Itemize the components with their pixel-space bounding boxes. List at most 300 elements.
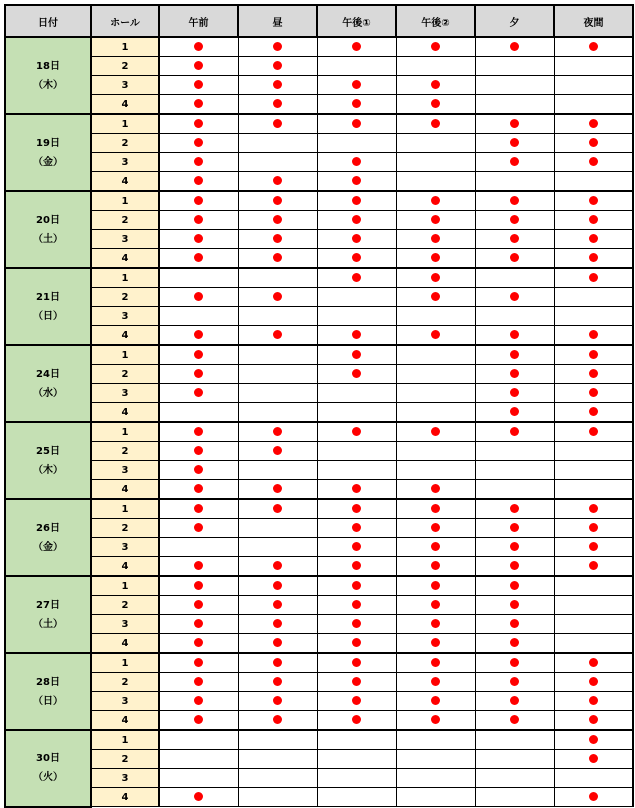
available-dot-icon	[589, 330, 598, 339]
available-dot-icon	[352, 119, 361, 128]
table-row	[5, 499, 633, 519]
slot-cell	[317, 538, 396, 557]
slot-cell	[475, 557, 554, 577]
available-dot-icon	[352, 504, 361, 513]
slot-cell	[238, 499, 317, 519]
available-dot-icon	[194, 677, 203, 686]
available-dot-icon	[194, 600, 203, 609]
slot-cell	[159, 596, 238, 615]
slot-cell	[554, 692, 633, 711]
weekday-label: （火）	[33, 772, 63, 784]
slot-cell	[475, 422, 554, 442]
slot-cell	[238, 673, 317, 692]
slot-cell	[317, 692, 396, 711]
table-row	[5, 288, 633, 307]
hall-number: 3	[91, 307, 159, 326]
available-dot-icon	[194, 388, 203, 397]
date-cell	[5, 37, 91, 114]
slot-cell	[396, 596, 475, 615]
available-dot-icon	[510, 696, 519, 705]
hall-number: 3	[91, 76, 159, 95]
available-dot-icon	[273, 42, 282, 51]
date-label: 26日	[36, 522, 60, 534]
slot-cell	[238, 230, 317, 249]
available-dot-icon	[352, 638, 361, 647]
slot-cell	[159, 480, 238, 500]
available-dot-icon	[589, 677, 598, 686]
slot-cell	[159, 692, 238, 711]
slot-cell	[475, 673, 554, 692]
slot-cell	[554, 211, 633, 230]
date-cell	[5, 268, 91, 345]
hall-number: 1	[91, 499, 159, 519]
slot-cell	[238, 114, 317, 134]
available-dot-icon	[510, 504, 519, 513]
available-dot-icon	[273, 638, 282, 647]
slot-cell	[396, 634, 475, 654]
available-dot-icon	[194, 215, 203, 224]
table-row	[5, 519, 633, 538]
slot-cell	[159, 57, 238, 76]
slot-cell	[475, 538, 554, 557]
available-dot-icon	[273, 253, 282, 262]
available-dot-icon	[510, 292, 519, 301]
slot-cell	[396, 268, 475, 288]
hall-number: 3	[91, 769, 159, 788]
slot-cell	[238, 288, 317, 307]
hall-number: 2	[91, 288, 159, 307]
table-row	[5, 730, 633, 750]
slot-cell	[554, 557, 633, 577]
available-dot-icon	[273, 561, 282, 570]
available-dot-icon	[273, 196, 282, 205]
available-dot-icon	[352, 484, 361, 493]
slot-cell	[317, 153, 396, 172]
slot-cell	[317, 788, 396, 807]
slot-cell	[317, 288, 396, 307]
slot-cell	[396, 653, 475, 673]
slot-cell	[396, 730, 475, 750]
table-row	[5, 249, 633, 269]
available-dot-icon	[431, 292, 440, 301]
available-dot-icon	[589, 523, 598, 532]
slot-cell	[159, 307, 238, 326]
available-dot-icon	[194, 234, 203, 243]
available-dot-icon	[273, 715, 282, 724]
slot-cell	[159, 95, 238, 115]
slot-cell	[317, 345, 396, 365]
slot-cell	[238, 711, 317, 731]
available-dot-icon	[510, 407, 519, 416]
available-dot-icon	[352, 273, 361, 282]
available-dot-icon	[273, 119, 282, 128]
slot-cell	[159, 172, 238, 192]
available-dot-icon	[273, 446, 282, 455]
slot-cell	[396, 480, 475, 500]
hall-number: 2	[91, 134, 159, 153]
slot-cell	[159, 653, 238, 673]
slot-cell	[159, 384, 238, 403]
hall-number: 3	[91, 230, 159, 249]
date-label: 24日	[36, 368, 60, 380]
slot-cell	[159, 37, 238, 57]
available-dot-icon	[352, 42, 361, 51]
slot-cell	[554, 596, 633, 615]
slot-cell	[317, 307, 396, 326]
slot-cell	[159, 114, 238, 134]
slot-cell	[475, 692, 554, 711]
hall-number: 2	[91, 673, 159, 692]
hall-number: 4	[91, 249, 159, 269]
slot-cell	[475, 172, 554, 192]
available-dot-icon	[273, 504, 282, 513]
table-row	[5, 692, 633, 711]
hall-number: 1	[91, 422, 159, 442]
available-dot-icon	[431, 677, 440, 686]
available-dot-icon	[352, 600, 361, 609]
table-row	[5, 557, 633, 577]
slot-cell	[238, 576, 317, 596]
available-dot-icon	[273, 484, 282, 493]
slot-cell	[159, 557, 238, 577]
slot-cell	[554, 788, 633, 807]
available-dot-icon	[194, 715, 203, 724]
slot-cell	[159, 788, 238, 807]
slot-cell	[396, 134, 475, 153]
slot-cell	[554, 499, 633, 519]
slot-cell	[238, 615, 317, 634]
slot-cell	[396, 249, 475, 269]
available-dot-icon	[589, 427, 598, 436]
available-dot-icon	[431, 80, 440, 89]
slot-cell	[317, 134, 396, 153]
available-dot-icon	[510, 638, 519, 647]
table-row	[5, 403, 633, 423]
available-dot-icon	[194, 504, 203, 513]
available-dot-icon	[194, 42, 203, 51]
slot-cell	[396, 499, 475, 519]
hall-number: 1	[91, 191, 159, 211]
available-dot-icon	[352, 581, 361, 590]
table-row	[5, 634, 633, 654]
date-cell	[5, 191, 91, 268]
slot-cell	[396, 345, 475, 365]
date-label: 21日	[36, 291, 60, 303]
slot-cell	[317, 499, 396, 519]
available-dot-icon	[194, 619, 203, 628]
slot-cell	[159, 730, 238, 750]
slot-cell	[238, 76, 317, 95]
slot-cell	[159, 191, 238, 211]
available-dot-icon	[194, 292, 203, 301]
slot-cell	[396, 95, 475, 115]
slot-cell	[396, 576, 475, 596]
date-cell	[5, 114, 91, 191]
slot-cell	[475, 268, 554, 288]
available-dot-icon	[273, 677, 282, 686]
available-dot-icon	[431, 330, 440, 339]
slot-cell	[159, 442, 238, 461]
table-row	[5, 57, 633, 76]
weekday-label: （土）	[33, 233, 63, 245]
slot-cell	[238, 653, 317, 673]
table-row	[5, 211, 633, 230]
available-dot-icon	[352, 658, 361, 667]
available-dot-icon	[431, 619, 440, 628]
available-dot-icon	[352, 523, 361, 532]
hall-number: 1	[91, 268, 159, 288]
available-dot-icon	[589, 273, 598, 282]
available-dot-icon	[510, 427, 519, 436]
available-dot-icon	[352, 369, 361, 378]
slot-cell	[238, 95, 317, 115]
table-row	[5, 750, 633, 769]
slot-cell	[238, 769, 317, 788]
slot-cell	[475, 596, 554, 615]
available-dot-icon	[510, 600, 519, 609]
table-row	[5, 615, 633, 634]
available-dot-icon	[194, 523, 203, 532]
slot-cell	[554, 769, 633, 788]
available-dot-icon	[510, 369, 519, 378]
slot-cell	[317, 730, 396, 750]
header-hall: ホール	[91, 5, 159, 37]
hall-number: 2	[91, 365, 159, 384]
slot-cell	[159, 326, 238, 346]
slot-cell	[475, 711, 554, 731]
hall-number: 3	[91, 384, 159, 403]
slot-cell	[238, 557, 317, 577]
slot-cell	[554, 114, 633, 134]
table-row	[5, 769, 633, 788]
slot-cell	[554, 134, 633, 153]
slot-cell	[475, 403, 554, 423]
table-row	[5, 384, 633, 403]
available-dot-icon	[273, 292, 282, 301]
slot-cell	[238, 307, 317, 326]
available-dot-icon	[589, 735, 598, 744]
slot-cell	[238, 461, 317, 480]
slot-cell	[554, 673, 633, 692]
slot-cell	[238, 692, 317, 711]
table-row	[5, 134, 633, 153]
weekday-label: （水）	[33, 387, 63, 399]
slot-cell	[159, 288, 238, 307]
slot-cell	[554, 461, 633, 480]
slot-cell	[159, 634, 238, 654]
slot-cell	[317, 750, 396, 769]
slot-cell	[238, 442, 317, 461]
slot-cell	[396, 114, 475, 134]
slot-cell	[554, 288, 633, 307]
slot-cell	[238, 422, 317, 442]
table-row	[5, 37, 633, 57]
table-row	[5, 442, 633, 461]
weekday-label: （土）	[33, 618, 63, 630]
slot-cell	[554, 95, 633, 115]
available-dot-icon	[431, 638, 440, 647]
available-dot-icon	[194, 465, 203, 474]
slot-cell	[396, 673, 475, 692]
available-dot-icon	[194, 176, 203, 185]
available-dot-icon	[431, 196, 440, 205]
available-dot-icon	[431, 253, 440, 262]
available-dot-icon	[352, 542, 361, 551]
slot-cell	[554, 249, 633, 269]
hall-number: 2	[91, 211, 159, 230]
available-dot-icon	[194, 581, 203, 590]
hall-number: 3	[91, 692, 159, 711]
available-dot-icon	[589, 42, 598, 51]
header-night: 夜間	[554, 5, 633, 37]
available-dot-icon	[510, 658, 519, 667]
hall-number: 4	[91, 480, 159, 500]
table-row	[5, 307, 633, 326]
weekday-label: （木）	[33, 79, 63, 91]
hall-number: 2	[91, 442, 159, 461]
slot-cell	[317, 57, 396, 76]
available-dot-icon	[194, 561, 203, 570]
slot-cell	[554, 384, 633, 403]
slot-cell	[554, 345, 633, 365]
table-row	[5, 345, 633, 365]
availability-table	[4, 4, 634, 808]
slot-cell	[475, 365, 554, 384]
slot-cell	[317, 37, 396, 57]
available-dot-icon	[589, 754, 598, 763]
available-dot-icon	[589, 196, 598, 205]
slot-cell	[238, 730, 317, 750]
slot-cell	[475, 326, 554, 346]
hall-number: 3	[91, 153, 159, 172]
available-dot-icon	[352, 715, 361, 724]
hall-number: 1	[91, 345, 159, 365]
available-dot-icon	[194, 658, 203, 667]
slot-cell	[238, 326, 317, 346]
hall-number: 2	[91, 750, 159, 769]
slot-cell	[159, 461, 238, 480]
available-dot-icon	[352, 215, 361, 224]
table-row	[5, 95, 633, 115]
slot-cell	[475, 499, 554, 519]
slot-cell	[475, 153, 554, 172]
slot-cell	[475, 345, 554, 365]
slot-cell	[396, 153, 475, 172]
available-dot-icon	[589, 561, 598, 570]
available-dot-icon	[510, 715, 519, 724]
date-cell	[5, 499, 91, 576]
available-dot-icon	[431, 523, 440, 532]
slot-cell	[396, 37, 475, 57]
slot-cell	[159, 422, 238, 442]
available-dot-icon	[273, 581, 282, 590]
slot-cell	[554, 37, 633, 57]
slot-cell	[396, 288, 475, 307]
available-dot-icon	[589, 388, 598, 397]
slot-cell	[159, 365, 238, 384]
slot-cell	[475, 288, 554, 307]
available-dot-icon	[589, 234, 598, 243]
header-date: 日付	[5, 5, 91, 37]
slot-cell	[317, 461, 396, 480]
table-body	[5, 37, 633, 807]
hall-number: 4	[91, 172, 159, 192]
available-dot-icon	[431, 561, 440, 570]
slot-cell	[475, 191, 554, 211]
hall-number: 4	[91, 95, 159, 115]
available-dot-icon	[510, 388, 519, 397]
slot-cell	[396, 461, 475, 480]
slot-cell	[475, 480, 554, 500]
slot-cell	[238, 211, 317, 230]
available-dot-icon	[352, 330, 361, 339]
header-evening: 夕	[475, 5, 554, 37]
slot-cell	[317, 615, 396, 634]
available-dot-icon	[194, 80, 203, 89]
slot-cell	[317, 576, 396, 596]
weekday-label: （日）	[33, 310, 63, 322]
hall-number: 1	[91, 730, 159, 750]
available-dot-icon	[510, 215, 519, 224]
slot-cell	[475, 249, 554, 269]
available-dot-icon	[352, 619, 361, 628]
table-row	[5, 422, 633, 442]
slot-cell	[317, 634, 396, 654]
available-dot-icon	[194, 253, 203, 262]
available-dot-icon	[510, 330, 519, 339]
hall-number: 2	[91, 57, 159, 76]
slot-cell	[396, 750, 475, 769]
available-dot-icon	[589, 407, 598, 416]
slot-cell	[396, 788, 475, 807]
available-dot-icon	[510, 138, 519, 147]
table-row	[5, 191, 633, 211]
available-dot-icon	[194, 99, 203, 108]
available-dot-icon	[194, 446, 203, 455]
slot-cell	[159, 76, 238, 95]
slot-cell	[238, 384, 317, 403]
available-dot-icon	[352, 99, 361, 108]
slot-cell	[554, 615, 633, 634]
available-dot-icon	[431, 42, 440, 51]
available-dot-icon	[352, 427, 361, 436]
slot-cell	[475, 384, 554, 403]
available-dot-icon	[273, 658, 282, 667]
table-row	[5, 365, 633, 384]
available-dot-icon	[273, 330, 282, 339]
available-dot-icon	[431, 273, 440, 282]
slot-cell	[317, 384, 396, 403]
table-row	[5, 172, 633, 192]
slot-cell	[317, 365, 396, 384]
slot-cell	[475, 750, 554, 769]
available-dot-icon	[510, 581, 519, 590]
available-dot-icon	[589, 119, 598, 128]
available-dot-icon	[273, 427, 282, 436]
slot-cell	[317, 442, 396, 461]
date-label: 20日	[36, 214, 60, 226]
available-dot-icon	[510, 350, 519, 359]
slot-cell	[475, 307, 554, 326]
slot-cell	[475, 461, 554, 480]
available-dot-icon	[589, 138, 598, 147]
available-dot-icon	[510, 234, 519, 243]
slot-cell	[317, 230, 396, 249]
available-dot-icon	[194, 330, 203, 339]
weekday-label: （日）	[33, 695, 63, 707]
slot-cell	[159, 615, 238, 634]
available-dot-icon	[352, 196, 361, 205]
